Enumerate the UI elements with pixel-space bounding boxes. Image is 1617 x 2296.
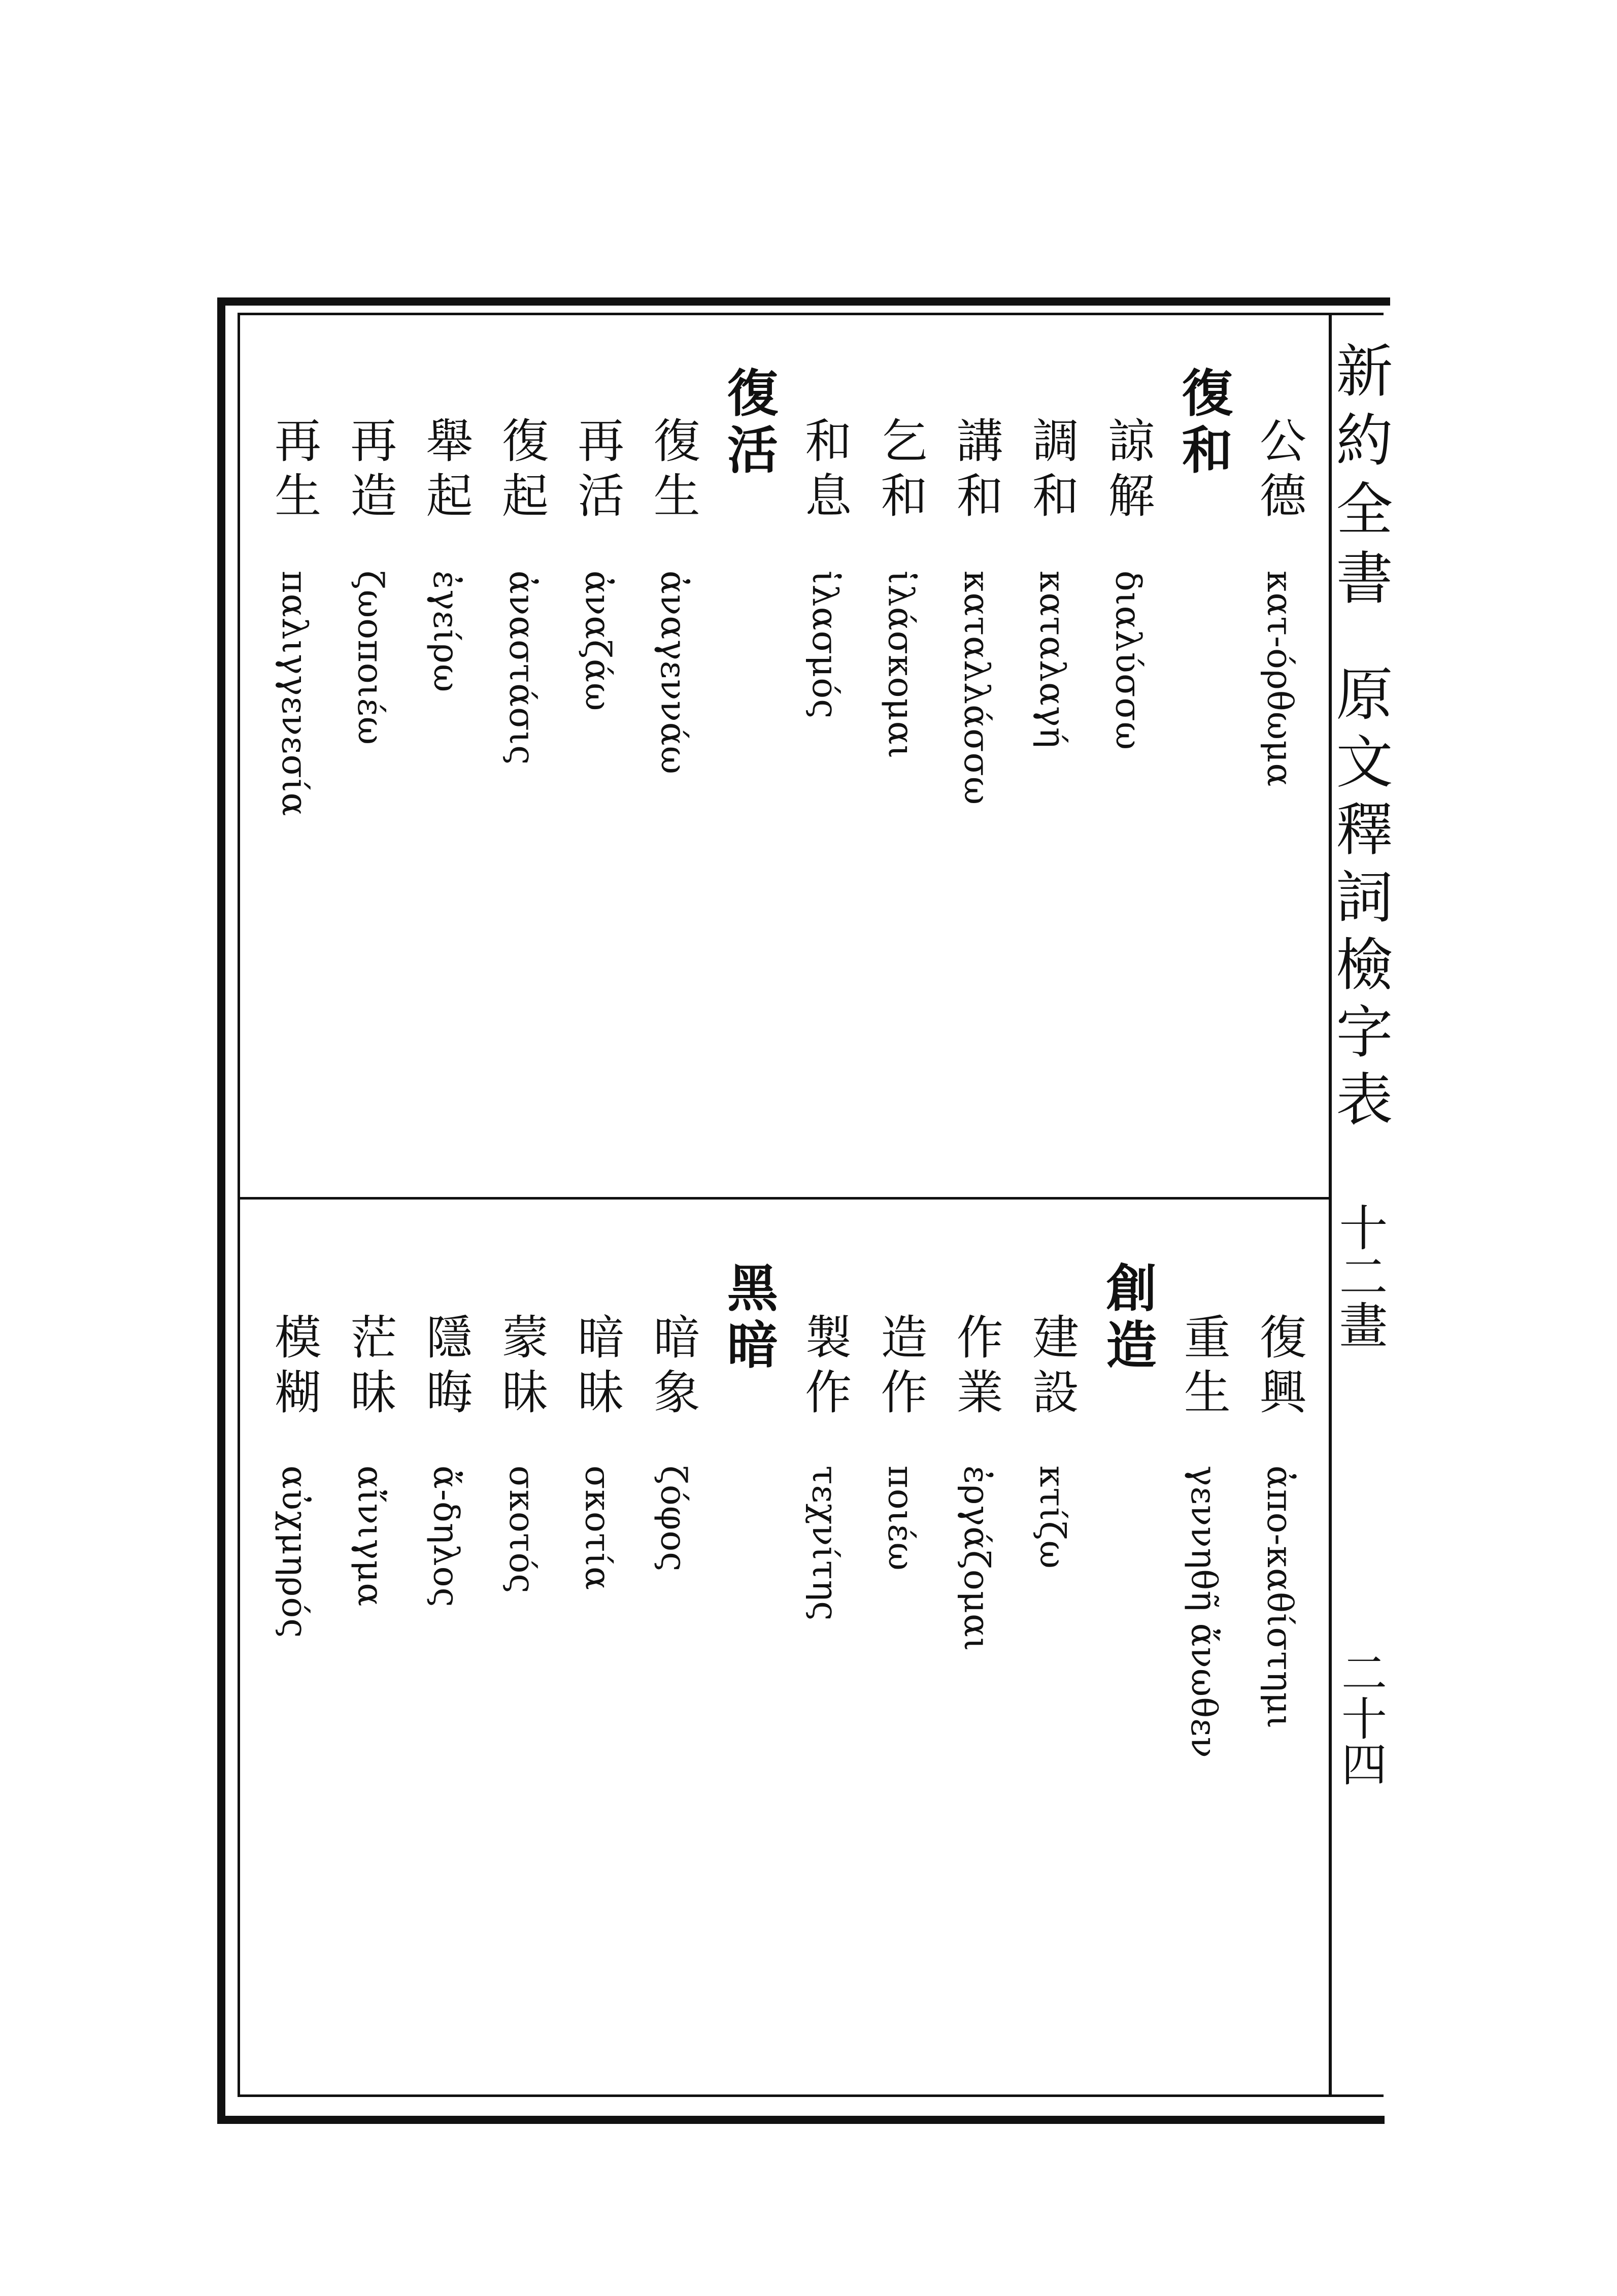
chinese-term: 舉起 <box>418 416 473 526</box>
middle-divider-rule <box>240 1197 1330 1200</box>
greek-word: ἀναζάω <box>577 571 618 712</box>
stroke-count-section: 十二畫 <box>1331 1203 1388 1349</box>
greek-word: ζόφος <box>653 1466 693 1572</box>
chinese-term: 調和 <box>1025 416 1080 526</box>
frame-top-thick-rule <box>218 297 1390 306</box>
frame-bottom-thick-rule <box>217 2116 1385 2124</box>
chinese-term: 復起 <box>494 416 549 526</box>
greek-word: ἱλασμός <box>804 571 845 719</box>
greek-word: ἀναστάσις <box>501 571 542 766</box>
greek-word: καταλλάσσω <box>956 571 996 806</box>
chinese-term: 公德 <box>1252 416 1306 526</box>
section-heading: 黑暗 <box>718 1261 779 1375</box>
greek-word: ἄ-δηλος <box>425 1466 466 1608</box>
chinese-term: 模糊 <box>267 1313 322 1422</box>
chinese-term: 暗昧 <box>570 1313 625 1422</box>
greek-word: ποιέω <box>880 1466 921 1571</box>
chinese-term: 作業 <box>949 1313 1003 1422</box>
greek-word: γεννηθῆ ἄνωθεν <box>1183 1466 1224 1758</box>
chinese-term: 茫昧 <box>343 1313 397 1422</box>
frame-left-thin-rule <box>238 313 240 2097</box>
greek-word: παλιγγενεσία <box>274 571 315 817</box>
greek-word: τεχνίτης <box>804 1466 845 1621</box>
greek-word: κατ-όρθωμα <box>1259 571 1299 787</box>
greek-word: καταλαγή <box>1032 571 1072 749</box>
book-title: 新約全書 <box>1327 341 1393 617</box>
chinese-term: 復生 <box>646 416 700 526</box>
chinese-term: 重生 <box>1176 1313 1231 1422</box>
greek-word: ἀναγεννάω <box>653 571 693 775</box>
chinese-term: 復興 <box>1252 1313 1306 1422</box>
section-heading: 復活 <box>718 367 779 480</box>
greek-word: σκοτία <box>577 1466 618 1591</box>
greek-word: ἐργάζομαι <box>956 1466 996 1652</box>
chinese-term: 蒙昧 <box>494 1313 549 1422</box>
greek-word: διαλύσσω <box>1107 571 1148 751</box>
chinese-term: 造作 <box>873 1313 928 1422</box>
greek-word: αὐχμηρός <box>274 1466 315 1639</box>
chinese-term: 再生 <box>267 416 322 526</box>
greek-word: ἐγείρω <box>425 571 466 693</box>
frame-left-thick-rule <box>217 297 225 2124</box>
chinese-term: 講和 <box>949 416 1003 526</box>
chinese-term: 暗象 <box>646 1313 700 1422</box>
page-number: 二十四 <box>1333 1649 1387 1786</box>
frame-bottom-thin-rule <box>238 2094 1384 2097</box>
chinese-term: 隱晦 <box>418 1313 473 1422</box>
section-heading: 復和 <box>1173 367 1233 480</box>
index-title: 原文釋詞檢字表 <box>1327 664 1393 1137</box>
chinese-term: 諒解 <box>1100 416 1155 526</box>
greek-word: κτίζω <box>1032 1466 1072 1570</box>
chinese-term: 製作 <box>797 1313 852 1422</box>
chinese-term: 再活 <box>570 416 625 526</box>
chinese-term: 和息 <box>797 416 852 526</box>
chinese-term: 乞和 <box>873 416 928 526</box>
section-heading: 創造 <box>1097 1261 1158 1375</box>
greek-word: ἱλάσκομαι <box>880 571 921 759</box>
greek-word: ἀπο-καθίστημι <box>1259 1466 1299 1729</box>
greek-word: ζωοποιέω <box>350 571 390 746</box>
frame-top-thin-rule <box>238 313 1384 315</box>
greek-word: αἴνιγμα <box>350 1466 390 1607</box>
chinese-term: 建設 <box>1025 1313 1080 1422</box>
greek-word: σκοτός <box>501 1466 542 1594</box>
chinese-term: 再造 <box>343 416 397 526</box>
